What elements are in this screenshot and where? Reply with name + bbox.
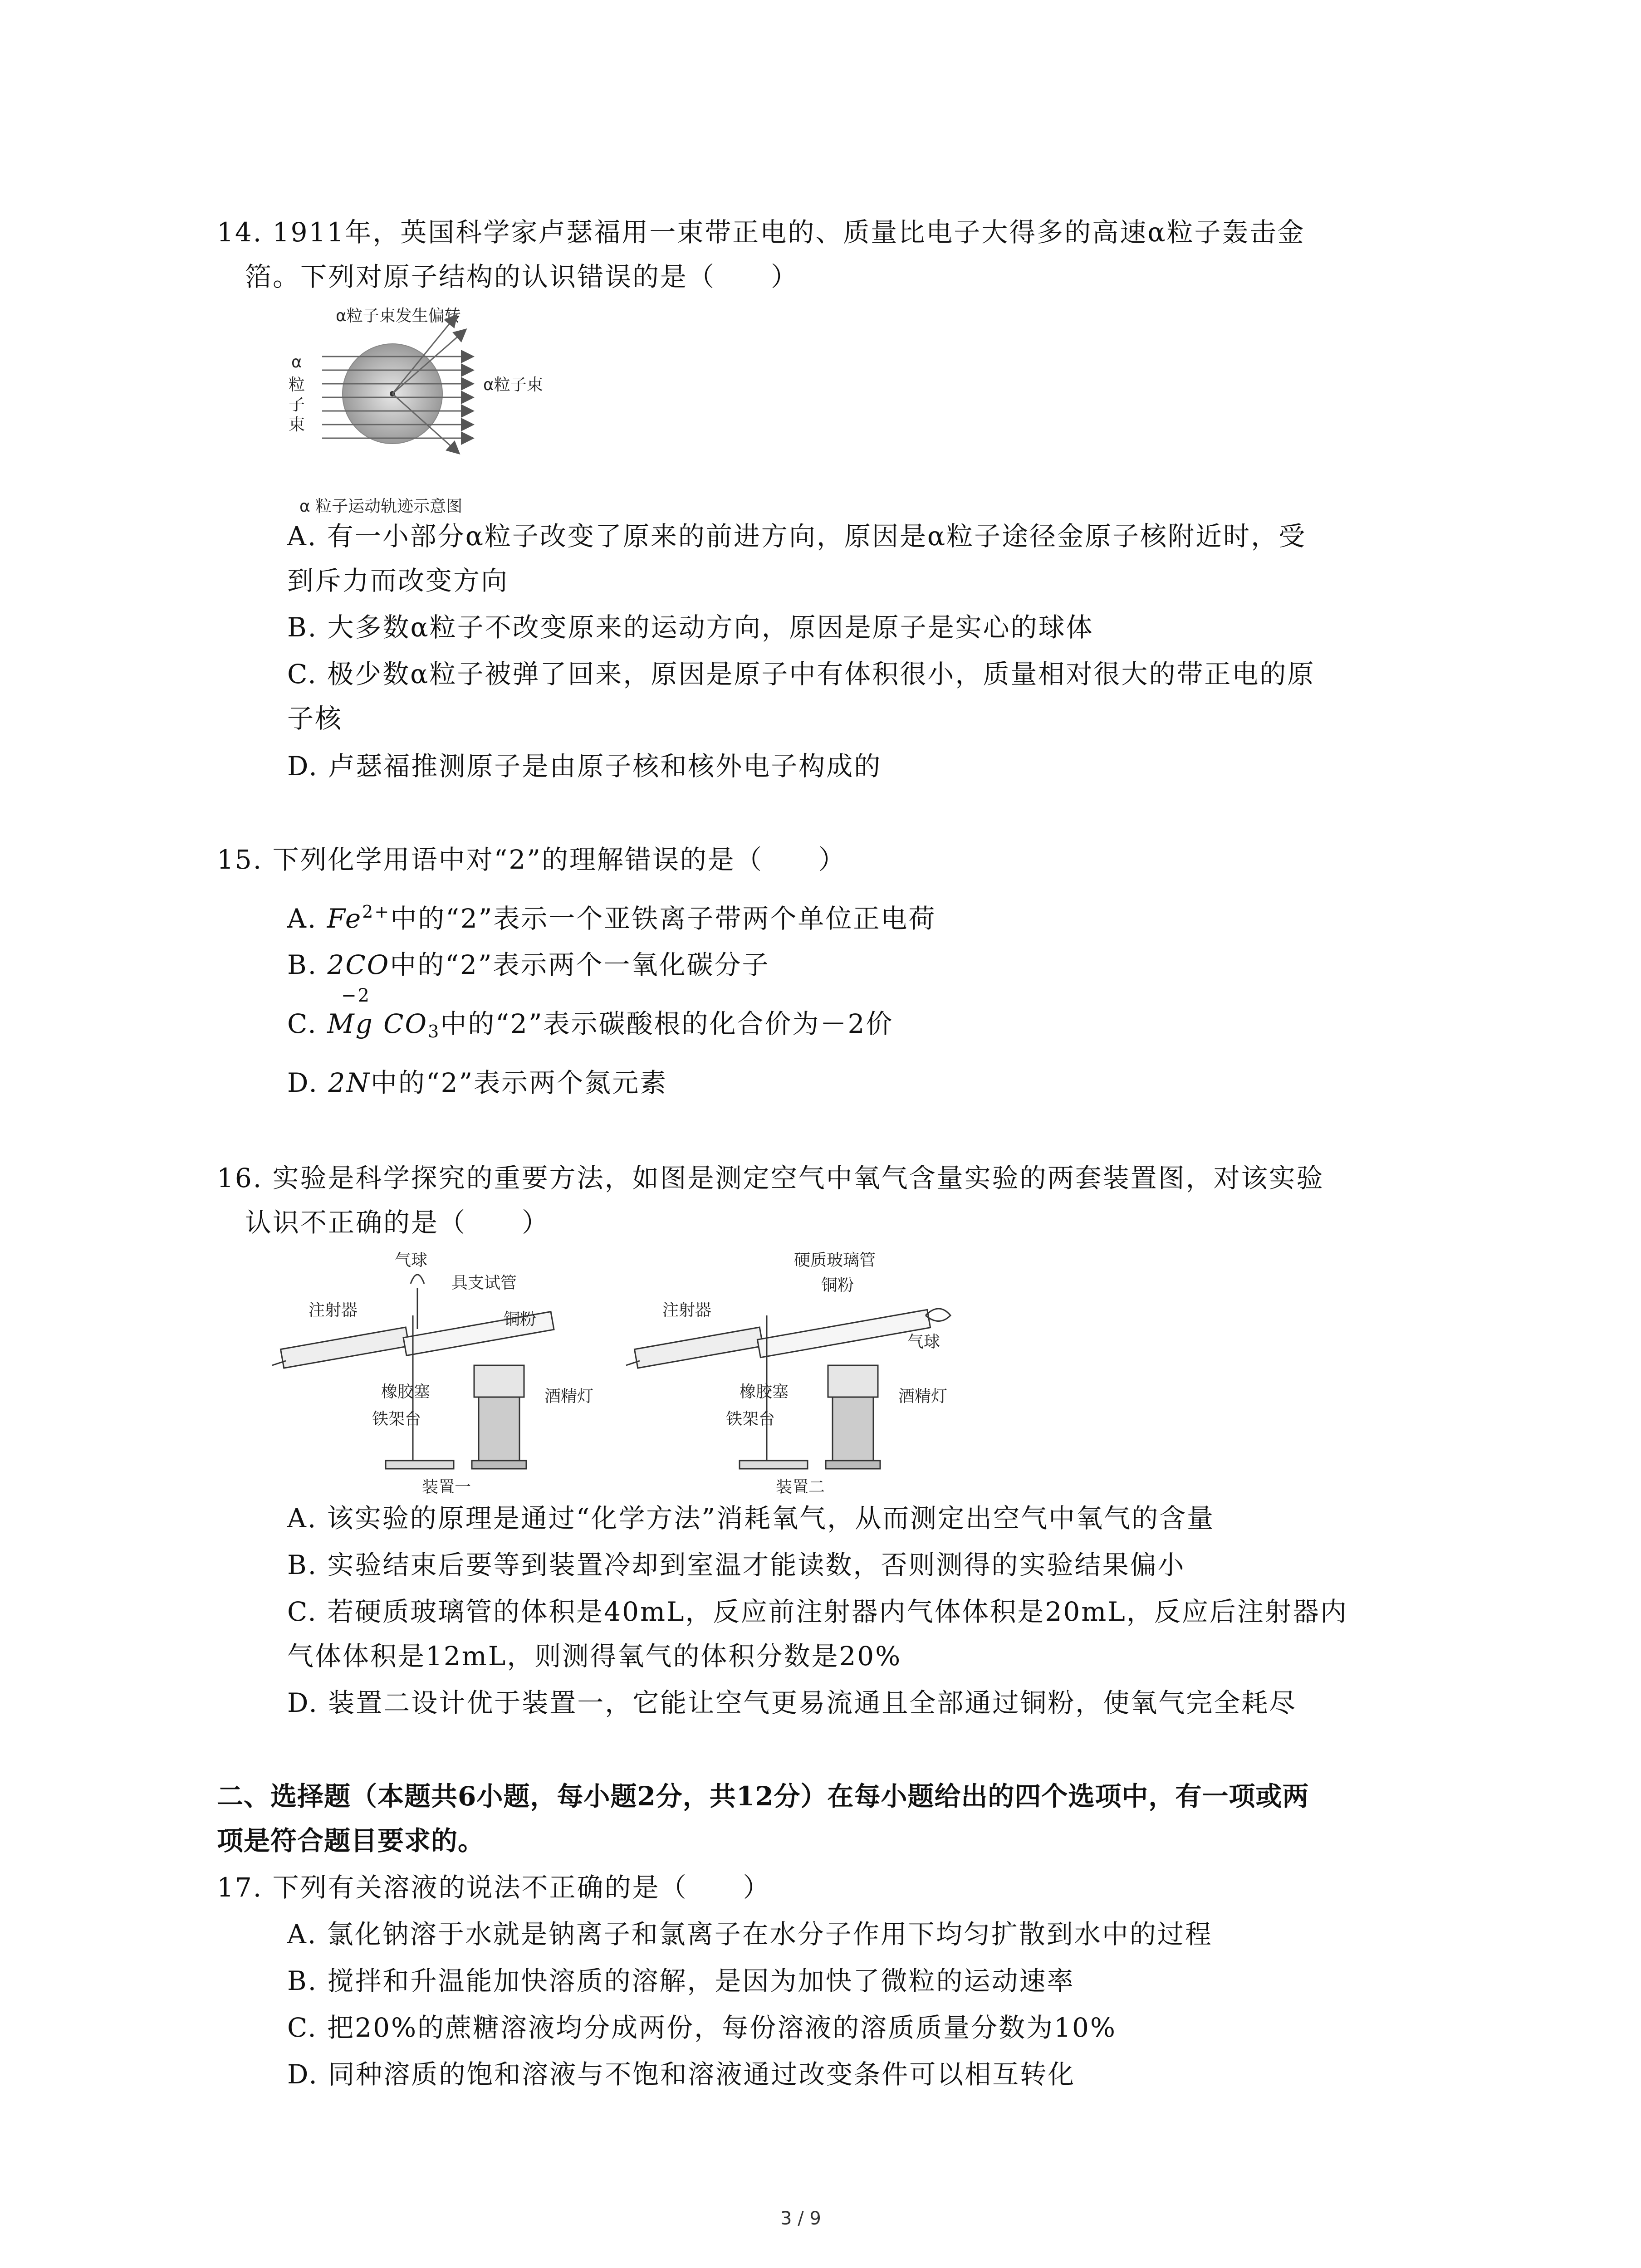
q15-a-formula: Fe	[327, 903, 362, 934]
q15-a-prefix: A.	[287, 903, 327, 934]
page-number: 3 / 9	[780, 2208, 821, 2229]
q15-option-c	[287, 1008, 893, 1040]
q15-c-sub: 3	[428, 1022, 441, 1041]
fig-left-2: 子	[289, 396, 305, 414]
fig-right-label: α粒子束	[483, 376, 543, 394]
q17-option-a: A. 氯化钠溶于水就是钠离子和氯离子在水分子作用下均匀扩散到水中的过程	[287, 1919, 1213, 1950]
q15-option-a	[287, 903, 936, 934]
fig2-syringe: 注射器	[662, 1301, 712, 1320]
fig2-caption: 装置二	[776, 1478, 825, 1496]
q15-a-text: 中的“2”表示一个亚铁离子带两个单位正电荷	[390, 903, 936, 934]
q17-option-d: D. 同种溶质的饱和溶液与不饱和溶液通过改变条件可以相互转化	[287, 2059, 1076, 2090]
q15-b-prefix: B.	[287, 949, 328, 980]
q16-option-b: B. 实验结束后要等到装置冷却到室温才能读数，否则测得的实验结果偏小	[287, 1549, 1185, 1580]
q16-option-d: D. 装置二设计优于装置一，它能让空气更易流通且全部通过铜粉，使氧气完全耗尽	[287, 1687, 1297, 1718]
q16-stem-line1: 16. 实验是科学探究的重要方法，如图是测定空气中氧气含量实验的两套装置图，对该实验	[217, 1163, 1324, 1193]
fig2-copper: 铜粉	[821, 1276, 854, 1295]
q15-b-text: 中的“2”表示两个一氧化碳分子	[390, 949, 770, 980]
q15-d-text: 中的“2”表示两个氮元素	[370, 1067, 668, 1098]
alpha-scattering-diagram	[272, 303, 590, 516]
q15-c-mg: Mg	[327, 1008, 374, 1039]
q15-c-prefix: C.	[287, 1008, 328, 1039]
q16-stem-line2: 认识不正确的是（ ）	[245, 1207, 550, 1238]
q15-d-prefix: D.	[287, 1067, 328, 1098]
q16-option-c-line2: 气体体积是12mL，则测得氧气的体积分数是20%	[287, 1641, 902, 1672]
q17-option-c: C. 把20%的蔗糖溶液均分成两份，每份溶液的溶质质量分数为10%	[287, 2012, 1117, 2043]
fig1-balloon: 气球	[395, 1251, 428, 1270]
q16-option-c-line1: C. 若硬质玻璃管的体积是40mL，反应前注射器内气体体积是20mL，反应后注射器内	[287, 1596, 1348, 1627]
q15-a-sup: 2+	[362, 902, 391, 922]
q14-stem-line1: 14. 1911年，英国科学家卢瑟福用一束带正电的、质量比电子大得多的高速α粒子轰击金	[217, 217, 1305, 248]
fig-top-label: α粒子束发生偏转	[336, 307, 461, 325]
fig1-copper: 铜粉	[504, 1310, 537, 1329]
q14-option-c-line2: 子核	[287, 703, 343, 734]
fig-left-1: 粒	[289, 376, 305, 394]
fig1-stopper: 橡胶塞	[381, 1383, 431, 1401]
fig2-lamp: 酒精灯	[898, 1387, 948, 1406]
q14-option-a-line1: A. 有一小部分α粒子改变了原来的前进方向，原因是α粒子途径金原子核附近时，受	[287, 521, 1307, 552]
q16-option-a: A. 该实验的原理是通过“化学方法”消耗氧气，从而测定出空气中氧气的含量	[287, 1503, 1215, 1534]
fig1-stand: 铁架台	[372, 1410, 421, 1428]
q17-option-b: B. 搅拌和升温能加快溶质的溶解，是因为加快了微粒的运动速率	[287, 1965, 1075, 1996]
section2-heading-line2: 项是符合题目要求的。	[217, 1825, 485, 1856]
fig2-balloon: 气球	[907, 1333, 941, 1351]
fig2-stand: 铁架台	[726, 1410, 775, 1428]
fig1-syringe: 注射器	[309, 1301, 358, 1320]
q15-b-formula: 2CO	[327, 949, 390, 980]
fig1-caption: 装置一	[422, 1478, 471, 1496]
apparatus-figures	[272, 1247, 953, 1496]
fig1-lamp: 酒精灯	[544, 1387, 594, 1406]
fig2-stopper: 橡胶塞	[740, 1383, 789, 1401]
fig1-tube: 具支试管	[451, 1274, 517, 1292]
q15-c-co: CO	[383, 1008, 428, 1039]
section2-heading-line1: 二、选择题（本题共6小题，每小题2分，共12分）在每小题给出的四个选项中，有一项或两	[217, 1781, 1309, 1812]
fig2-tube: 硬质玻璃管	[794, 1251, 876, 1270]
q15-option-b	[287, 949, 770, 981]
q15-d-formula: 2N	[328, 1067, 371, 1098]
q15-c-valence: −2	[341, 985, 371, 1006]
q14-option-a-line2: 到斥力而改变方向	[287, 565, 509, 596]
fig-left-alpha: α	[291, 353, 302, 371]
q14-option-c-line1: C. 极少数α粒子被弹了回来，原因是原子中有体积很小，质量相对很大的带正电的原	[287, 659, 1315, 689]
q17-stem: 17. 下列有关溶液的说法不正确的是（ ）	[217, 1872, 771, 1903]
q14-option-b: B. 大多数α粒子不改变原来的运动方向，原因是原子是实心的球体	[287, 612, 1094, 643]
q14-stem-line2: 箔。下列对原子结构的认识错误的是（ ）	[245, 261, 799, 292]
q14-option-d: D. 卢瑟福推测原子是由原子核和核外电子构成的	[287, 751, 882, 782]
q15-c-text: 中的“2”表示碳酸根的化合价为－2价	[440, 1008, 894, 1039]
fig-caption: α 粒子运动轨迹示意图	[299, 497, 463, 516]
q15-option-d	[287, 1067, 667, 1099]
q15-stem: 15. 下列化学用语中对“2”的理解错误的是（ ）	[217, 844, 846, 875]
fig-left-3: 束	[289, 415, 305, 434]
rutherford-figure	[272, 303, 590, 516]
